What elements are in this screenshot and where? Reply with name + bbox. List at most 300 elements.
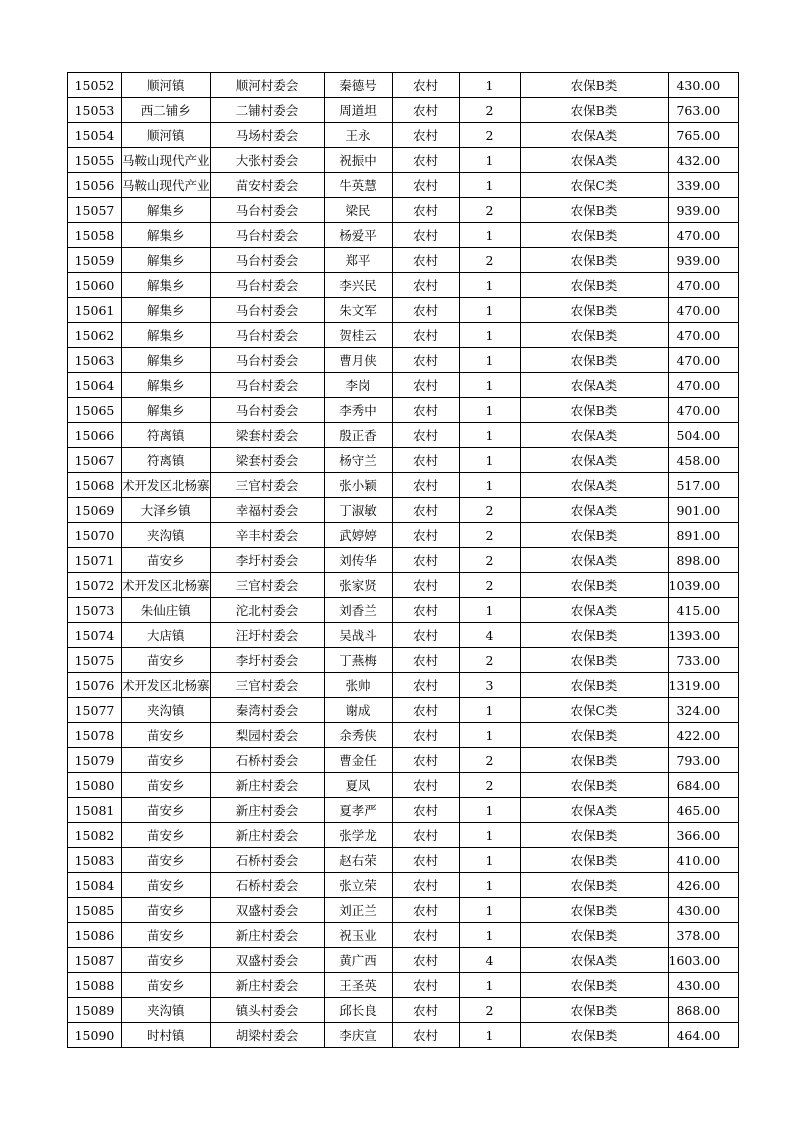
household-type-cell: 农村 <box>392 698 459 723</box>
village-committee-cell: 李圩村委会 <box>210 648 324 673</box>
insurance-category-cell: 农保B类 <box>520 823 668 848</box>
household-size-cell: 2 <box>459 573 520 598</box>
township-cell: 术开发区北杨寨 <box>122 573 211 598</box>
insurance-category-cell: 农保A类 <box>520 498 668 523</box>
record-id-cell: 15056 <box>68 173 122 198</box>
name-cell: 李秀中 <box>324 398 392 423</box>
insurance-category-cell: 农保A类 <box>520 123 668 148</box>
table-row <box>68 473 739 498</box>
household-size-cell: 2 <box>459 98 520 123</box>
township-cell: 解集乡 <box>122 373 211 398</box>
name-cell: 杨守兰 <box>324 448 392 473</box>
name-cell: 吴战斗 <box>324 623 392 648</box>
township-cell: 夹沟镇 <box>122 998 211 1023</box>
household-type-cell: 农村 <box>392 998 459 1023</box>
household-type-cell: 农村 <box>392 123 459 148</box>
record-id-cell: 15065 <box>68 398 122 423</box>
village-committee-cell: 梁套村委会 <box>210 448 324 473</box>
village-committee-cell: 双盛村委会 <box>210 948 324 973</box>
township-cell: 苗安乡 <box>122 798 211 823</box>
household-type-cell: 农村 <box>392 498 459 523</box>
amount-cell: 430.00 <box>668 973 739 998</box>
village-committee-cell: 三官村委会 <box>210 573 324 598</box>
record-id-cell: 15076 <box>68 673 122 698</box>
township-cell: 术开发区北杨寨 <box>122 673 211 698</box>
township-cell: 夹沟镇 <box>122 523 211 548</box>
village-committee-cell: 沱北村委会 <box>210 598 324 623</box>
name-cell: 周道坦 <box>324 98 392 123</box>
table-row <box>68 173 739 198</box>
household-size-cell: 1 <box>459 373 520 398</box>
township-cell: 苗安乡 <box>122 873 211 898</box>
table-row <box>68 848 739 873</box>
name-cell: 曹金任 <box>324 748 392 773</box>
household-type-cell: 农村 <box>392 798 459 823</box>
name-cell: 李岗 <box>324 373 392 398</box>
insurance-category-cell: 农保A类 <box>520 798 668 823</box>
insurance-category-cell: 农保B类 <box>520 748 668 773</box>
record-id-cell: 15068 <box>68 473 122 498</box>
record-id-cell: 15077 <box>68 698 122 723</box>
table-row <box>68 998 739 1023</box>
amount-cell: 898.00 <box>668 548 739 573</box>
record-id-cell: 15085 <box>68 898 122 923</box>
name-cell: 郑平 <box>324 248 392 273</box>
name-cell: 贺桂云 <box>324 323 392 348</box>
record-id-cell: 15052 <box>68 73 122 98</box>
household-type-cell: 农村 <box>392 473 459 498</box>
name-cell: 刘传华 <box>324 548 392 573</box>
name-cell: 杨爱平 <box>324 223 392 248</box>
insurance-category-cell: 农保B类 <box>520 298 668 323</box>
table-row <box>68 548 739 573</box>
table-row <box>68 748 739 773</box>
record-id-cell: 15073 <box>68 598 122 623</box>
insurance-category-cell: 农保B类 <box>520 573 668 598</box>
name-cell: 祝玉业 <box>324 923 392 948</box>
village-committee-cell: 大张村委会 <box>210 148 324 173</box>
record-id-cell: 15070 <box>68 523 122 548</box>
amount-cell: 470.00 <box>668 223 739 248</box>
record-id-cell: 15054 <box>68 123 122 148</box>
amount-cell: 891.00 <box>668 523 739 548</box>
household-type-cell: 农村 <box>392 448 459 473</box>
record-id-cell: 15059 <box>68 248 122 273</box>
township-cell: 苗安乡 <box>122 948 211 973</box>
village-committee-cell: 辛丰村委会 <box>210 523 324 548</box>
household-type-cell: 农村 <box>392 1023 459 1048</box>
household-size-cell: 3 <box>459 673 520 698</box>
village-committee-cell: 苗安村委会 <box>210 173 324 198</box>
amount-cell: 939.00 <box>668 198 739 223</box>
table-row <box>68 598 739 623</box>
amount-cell: 901.00 <box>668 498 739 523</box>
village-committee-cell: 三官村委会 <box>210 673 324 698</box>
insurance-category-cell: 农保B类 <box>520 873 668 898</box>
table-row <box>68 723 739 748</box>
village-committee-cell: 马台村委会 <box>210 248 324 273</box>
household-size-cell: 4 <box>459 623 520 648</box>
household-type-cell: 农村 <box>392 398 459 423</box>
insurance-category-cell: 农保B类 <box>520 723 668 748</box>
household-type-cell: 农村 <box>392 748 459 773</box>
insurance-category-cell: 农保C类 <box>520 698 668 723</box>
household-type-cell: 农村 <box>392 623 459 648</box>
household-type-cell: 农村 <box>392 898 459 923</box>
township-cell: 解集乡 <box>122 348 211 373</box>
table-row <box>68 648 739 673</box>
name-cell: 谢成 <box>324 698 392 723</box>
household-size-cell: 1 <box>459 423 520 448</box>
table-row <box>68 1023 739 1048</box>
insurance-category-cell: 农保B类 <box>520 73 668 98</box>
village-committee-cell: 马场村委会 <box>210 123 324 148</box>
household-size-cell: 1 <box>459 898 520 923</box>
insurance-category-cell: 农保B类 <box>520 223 668 248</box>
village-committee-cell: 新庄村委会 <box>210 923 324 948</box>
record-id-cell: 15057 <box>68 198 122 223</box>
amount-cell: 378.00 <box>668 923 739 948</box>
village-committee-cell: 马台村委会 <box>210 398 324 423</box>
village-committee-cell: 二铺村委会 <box>210 98 324 123</box>
household-size-cell: 1 <box>459 348 520 373</box>
household-type-cell: 农村 <box>392 923 459 948</box>
record-id-cell: 15061 <box>68 298 122 323</box>
insurance-category-cell: 农保B类 <box>520 398 668 423</box>
insurance-category-cell: 农保B类 <box>520 848 668 873</box>
name-cell: 朱文军 <box>324 298 392 323</box>
amount-cell: 470.00 <box>668 273 739 298</box>
household-type-cell: 农村 <box>392 873 459 898</box>
record-id-cell: 15080 <box>68 773 122 798</box>
name-cell: 刘正兰 <box>324 898 392 923</box>
village-committee-cell: 汪圩村委会 <box>210 623 324 648</box>
name-cell: 张帅 <box>324 673 392 698</box>
township-cell: 朱仙庄镇 <box>122 598 211 623</box>
township-cell: 符离镇 <box>122 448 211 473</box>
amount-cell: 765.00 <box>668 123 739 148</box>
household-type-cell: 农村 <box>392 198 459 223</box>
township-cell: 大泽乡镇 <box>122 498 211 523</box>
household-size-cell: 1 <box>459 448 520 473</box>
village-committee-cell: 胡梁村委会 <box>210 1023 324 1048</box>
amount-cell: 430.00 <box>668 73 739 98</box>
amount-cell: 1603.00 <box>668 948 739 973</box>
village-committee-cell: 新庄村委会 <box>210 823 324 848</box>
household-size-cell: 1 <box>459 598 520 623</box>
household-type-cell: 农村 <box>392 348 459 373</box>
table-row <box>68 73 739 98</box>
village-committee-cell: 石桥村委会 <box>210 748 324 773</box>
household-type-cell: 农村 <box>392 73 459 98</box>
record-id-cell: 15063 <box>68 348 122 373</box>
records-table <box>67 72 739 1048</box>
amount-cell: 868.00 <box>668 998 739 1023</box>
amount-cell: 1039.00 <box>668 573 739 598</box>
amount-cell: 410.00 <box>668 848 739 873</box>
record-id-cell: 15083 <box>68 848 122 873</box>
village-committee-cell: 新庄村委会 <box>210 773 324 798</box>
name-cell: 李兴民 <box>324 273 392 298</box>
village-committee-cell: 新庄村委会 <box>210 798 324 823</box>
record-id-cell: 15075 <box>68 648 122 673</box>
township-cell: 苗安乡 <box>122 648 211 673</box>
household-size-cell: 2 <box>459 523 520 548</box>
table-row <box>68 923 739 948</box>
table-row <box>68 273 739 298</box>
amount-cell: 939.00 <box>668 248 739 273</box>
name-cell: 祝振中 <box>324 148 392 173</box>
amount-cell: 422.00 <box>668 723 739 748</box>
amount-cell: 1393.00 <box>668 623 739 648</box>
household-type-cell: 农村 <box>392 598 459 623</box>
record-id-cell: 15062 <box>68 323 122 348</box>
insurance-category-cell: 农保A类 <box>520 948 668 973</box>
household-type-cell: 农村 <box>392 723 459 748</box>
amount-cell: 464.00 <box>668 1023 739 1048</box>
household-size-cell: 1 <box>459 273 520 298</box>
amount-cell: 339.00 <box>668 173 739 198</box>
record-id-cell: 15060 <box>68 273 122 298</box>
table-row <box>68 623 739 648</box>
household-size-cell: 1 <box>459 973 520 998</box>
village-committee-cell: 石桥村委会 <box>210 848 324 873</box>
amount-cell: 465.00 <box>668 798 739 823</box>
township-cell: 解集乡 <box>122 223 211 248</box>
amount-cell: 504.00 <box>668 423 739 448</box>
record-id-cell: 15074 <box>68 623 122 648</box>
name-cell: 曹月侠 <box>324 348 392 373</box>
amount-cell: 366.00 <box>668 823 739 848</box>
household-size-cell: 1 <box>459 73 520 98</box>
township-cell: 解集乡 <box>122 298 211 323</box>
township-cell: 马鞍山现代产业 <box>122 148 211 173</box>
township-cell: 顺河镇 <box>122 123 211 148</box>
insurance-category-cell: 农保B类 <box>520 648 668 673</box>
record-id-cell: 15084 <box>68 873 122 898</box>
table-row <box>68 298 739 323</box>
village-committee-cell: 梁套村委会 <box>210 423 324 448</box>
amount-cell: 458.00 <box>668 448 739 473</box>
name-cell: 张家贤 <box>324 573 392 598</box>
township-cell: 苗安乡 <box>122 773 211 798</box>
table-row <box>68 148 739 173</box>
household-size-cell: 1 <box>459 848 520 873</box>
record-id-cell: 15078 <box>68 723 122 748</box>
township-cell: 解集乡 <box>122 198 211 223</box>
table-row <box>68 98 739 123</box>
village-committee-cell: 马台村委会 <box>210 323 324 348</box>
table-row <box>68 873 739 898</box>
insurance-category-cell: 农保B类 <box>520 773 668 798</box>
insurance-category-cell: 农保A类 <box>520 448 668 473</box>
amount-cell: 793.00 <box>668 748 739 773</box>
township-cell: 时村镇 <box>122 1023 211 1048</box>
village-committee-cell: 幸福村委会 <box>210 498 324 523</box>
name-cell: 赵右荣 <box>324 848 392 873</box>
amount-cell: 684.00 <box>668 773 739 798</box>
household-size-cell: 1 <box>459 1023 520 1048</box>
household-size-cell: 1 <box>459 223 520 248</box>
record-id-cell: 15088 <box>68 973 122 998</box>
household-size-cell: 4 <box>459 948 520 973</box>
record-id-cell: 15089 <box>68 998 122 1023</box>
household-type-cell: 农村 <box>392 373 459 398</box>
record-id-cell: 15058 <box>68 223 122 248</box>
amount-cell: 324.00 <box>668 698 739 723</box>
amount-cell: 763.00 <box>668 98 739 123</box>
township-cell: 苗安乡 <box>122 923 211 948</box>
name-cell: 张立荣 <box>324 873 392 898</box>
village-committee-cell: 顺河村委会 <box>210 73 324 98</box>
name-cell: 殷正香 <box>324 423 392 448</box>
township-cell: 苗安乡 <box>122 848 211 873</box>
township-cell: 术开发区北杨寨 <box>122 473 211 498</box>
household-type-cell: 农村 <box>392 298 459 323</box>
insurance-category-cell: 农保B类 <box>520 973 668 998</box>
household-size-cell: 1 <box>459 298 520 323</box>
household-size-cell: 1 <box>459 823 520 848</box>
household-size-cell: 1 <box>459 323 520 348</box>
household-size-cell: 2 <box>459 198 520 223</box>
table-row <box>68 573 739 598</box>
record-id-cell: 15081 <box>68 798 122 823</box>
amount-cell: 470.00 <box>668 298 739 323</box>
household-type-cell: 农村 <box>392 573 459 598</box>
household-type-cell: 农村 <box>392 823 459 848</box>
insurance-category-cell: 农保A类 <box>520 598 668 623</box>
record-id-cell: 15090 <box>68 1023 122 1048</box>
name-cell: 邱长良 <box>324 998 392 1023</box>
amount-cell: 470.00 <box>668 323 739 348</box>
record-id-cell: 15069 <box>68 498 122 523</box>
name-cell: 张小颖 <box>324 473 392 498</box>
record-id-cell: 15071 <box>68 548 122 573</box>
village-committee-cell: 梨园村委会 <box>210 723 324 748</box>
insurance-category-cell: 农保B类 <box>520 1023 668 1048</box>
amount-cell: 432.00 <box>668 148 739 173</box>
household-type-cell: 农村 <box>392 548 459 573</box>
household-type-cell: 农村 <box>392 323 459 348</box>
village-committee-cell: 新庄村委会 <box>210 973 324 998</box>
household-size-cell: 2 <box>459 248 520 273</box>
household-size-cell: 2 <box>459 748 520 773</box>
name-cell: 牛英慧 <box>324 173 392 198</box>
insurance-category-cell: 农保B类 <box>520 898 668 923</box>
name-cell: 张学龙 <box>324 823 392 848</box>
household-size-cell: 1 <box>459 723 520 748</box>
name-cell: 梁民 <box>324 198 392 223</box>
household-size-cell: 1 <box>459 173 520 198</box>
household-size-cell: 1 <box>459 473 520 498</box>
household-size-cell: 1 <box>459 698 520 723</box>
village-committee-cell: 马台村委会 <box>210 373 324 398</box>
village-committee-cell: 李圩村委会 <box>210 548 324 573</box>
table-row <box>68 798 739 823</box>
household-type-cell: 农村 <box>392 648 459 673</box>
household-type-cell: 农村 <box>392 773 459 798</box>
township-cell: 解集乡 <box>122 398 211 423</box>
household-type-cell: 农村 <box>392 148 459 173</box>
household-size-cell: 1 <box>459 148 520 173</box>
table-row <box>68 673 739 698</box>
amount-cell: 733.00 <box>668 648 739 673</box>
table-row <box>68 773 739 798</box>
record-id-cell: 15082 <box>68 823 122 848</box>
table-row <box>68 323 739 348</box>
amount-cell: 470.00 <box>668 348 739 373</box>
township-cell: 解集乡 <box>122 248 211 273</box>
household-type-cell: 农村 <box>392 523 459 548</box>
insurance-category-cell: 农保A类 <box>520 373 668 398</box>
insurance-category-cell: 农保B类 <box>520 323 668 348</box>
household-type-cell: 农村 <box>392 673 459 698</box>
township-cell: 苗安乡 <box>122 748 211 773</box>
township-cell: 解集乡 <box>122 323 211 348</box>
insurance-category-cell: 农保A类 <box>520 148 668 173</box>
insurance-category-cell: 农保B类 <box>520 348 668 373</box>
household-type-cell: 农村 <box>392 223 459 248</box>
table-row <box>68 198 739 223</box>
amount-cell: 470.00 <box>668 398 739 423</box>
household-size-cell: 2 <box>459 123 520 148</box>
record-id-cell: 15067 <box>68 448 122 473</box>
township-cell: 苗安乡 <box>122 973 211 998</box>
village-committee-cell: 马台村委会 <box>210 273 324 298</box>
table-row <box>68 823 739 848</box>
table-row <box>68 348 739 373</box>
township-cell: 苗安乡 <box>122 548 211 573</box>
household-size-cell: 1 <box>459 873 520 898</box>
village-committee-cell: 马台村委会 <box>210 298 324 323</box>
table-row <box>68 498 739 523</box>
record-id-cell: 15072 <box>68 573 122 598</box>
record-id-cell: 15086 <box>68 923 122 948</box>
table-row <box>68 373 739 398</box>
household-size-cell: 2 <box>459 648 520 673</box>
household-size-cell: 1 <box>459 923 520 948</box>
insurance-category-cell: 农保B类 <box>520 248 668 273</box>
table-row <box>68 448 739 473</box>
amount-cell: 430.00 <box>668 898 739 923</box>
household-type-cell: 农村 <box>392 423 459 448</box>
insurance-category-cell: 农保B类 <box>520 998 668 1023</box>
amount-cell: 415.00 <box>668 598 739 623</box>
record-id-cell: 15055 <box>68 148 122 173</box>
village-committee-cell: 镇头村委会 <box>210 998 324 1023</box>
insurance-category-cell: 农保A类 <box>520 548 668 573</box>
household-type-cell: 农村 <box>392 273 459 298</box>
table-row <box>68 948 739 973</box>
amount-cell: 517.00 <box>668 473 739 498</box>
name-cell: 王圣英 <box>324 973 392 998</box>
name-cell: 武婷婷 <box>324 523 392 548</box>
township-cell: 西二铺乡 <box>122 98 211 123</box>
household-size-cell: 2 <box>459 998 520 1023</box>
household-type-cell: 农村 <box>392 248 459 273</box>
household-type-cell: 农村 <box>392 848 459 873</box>
record-id-cell: 15079 <box>68 748 122 773</box>
township-cell: 苗安乡 <box>122 898 211 923</box>
amount-cell: 470.00 <box>668 373 739 398</box>
name-cell: 夏孝严 <box>324 798 392 823</box>
township-cell: 大店镇 <box>122 623 211 648</box>
household-size-cell: 2 <box>459 773 520 798</box>
table-row <box>68 523 739 548</box>
township-cell: 马鞍山现代产业 <box>122 173 211 198</box>
table-row <box>68 898 739 923</box>
name-cell: 刘香兰 <box>324 598 392 623</box>
